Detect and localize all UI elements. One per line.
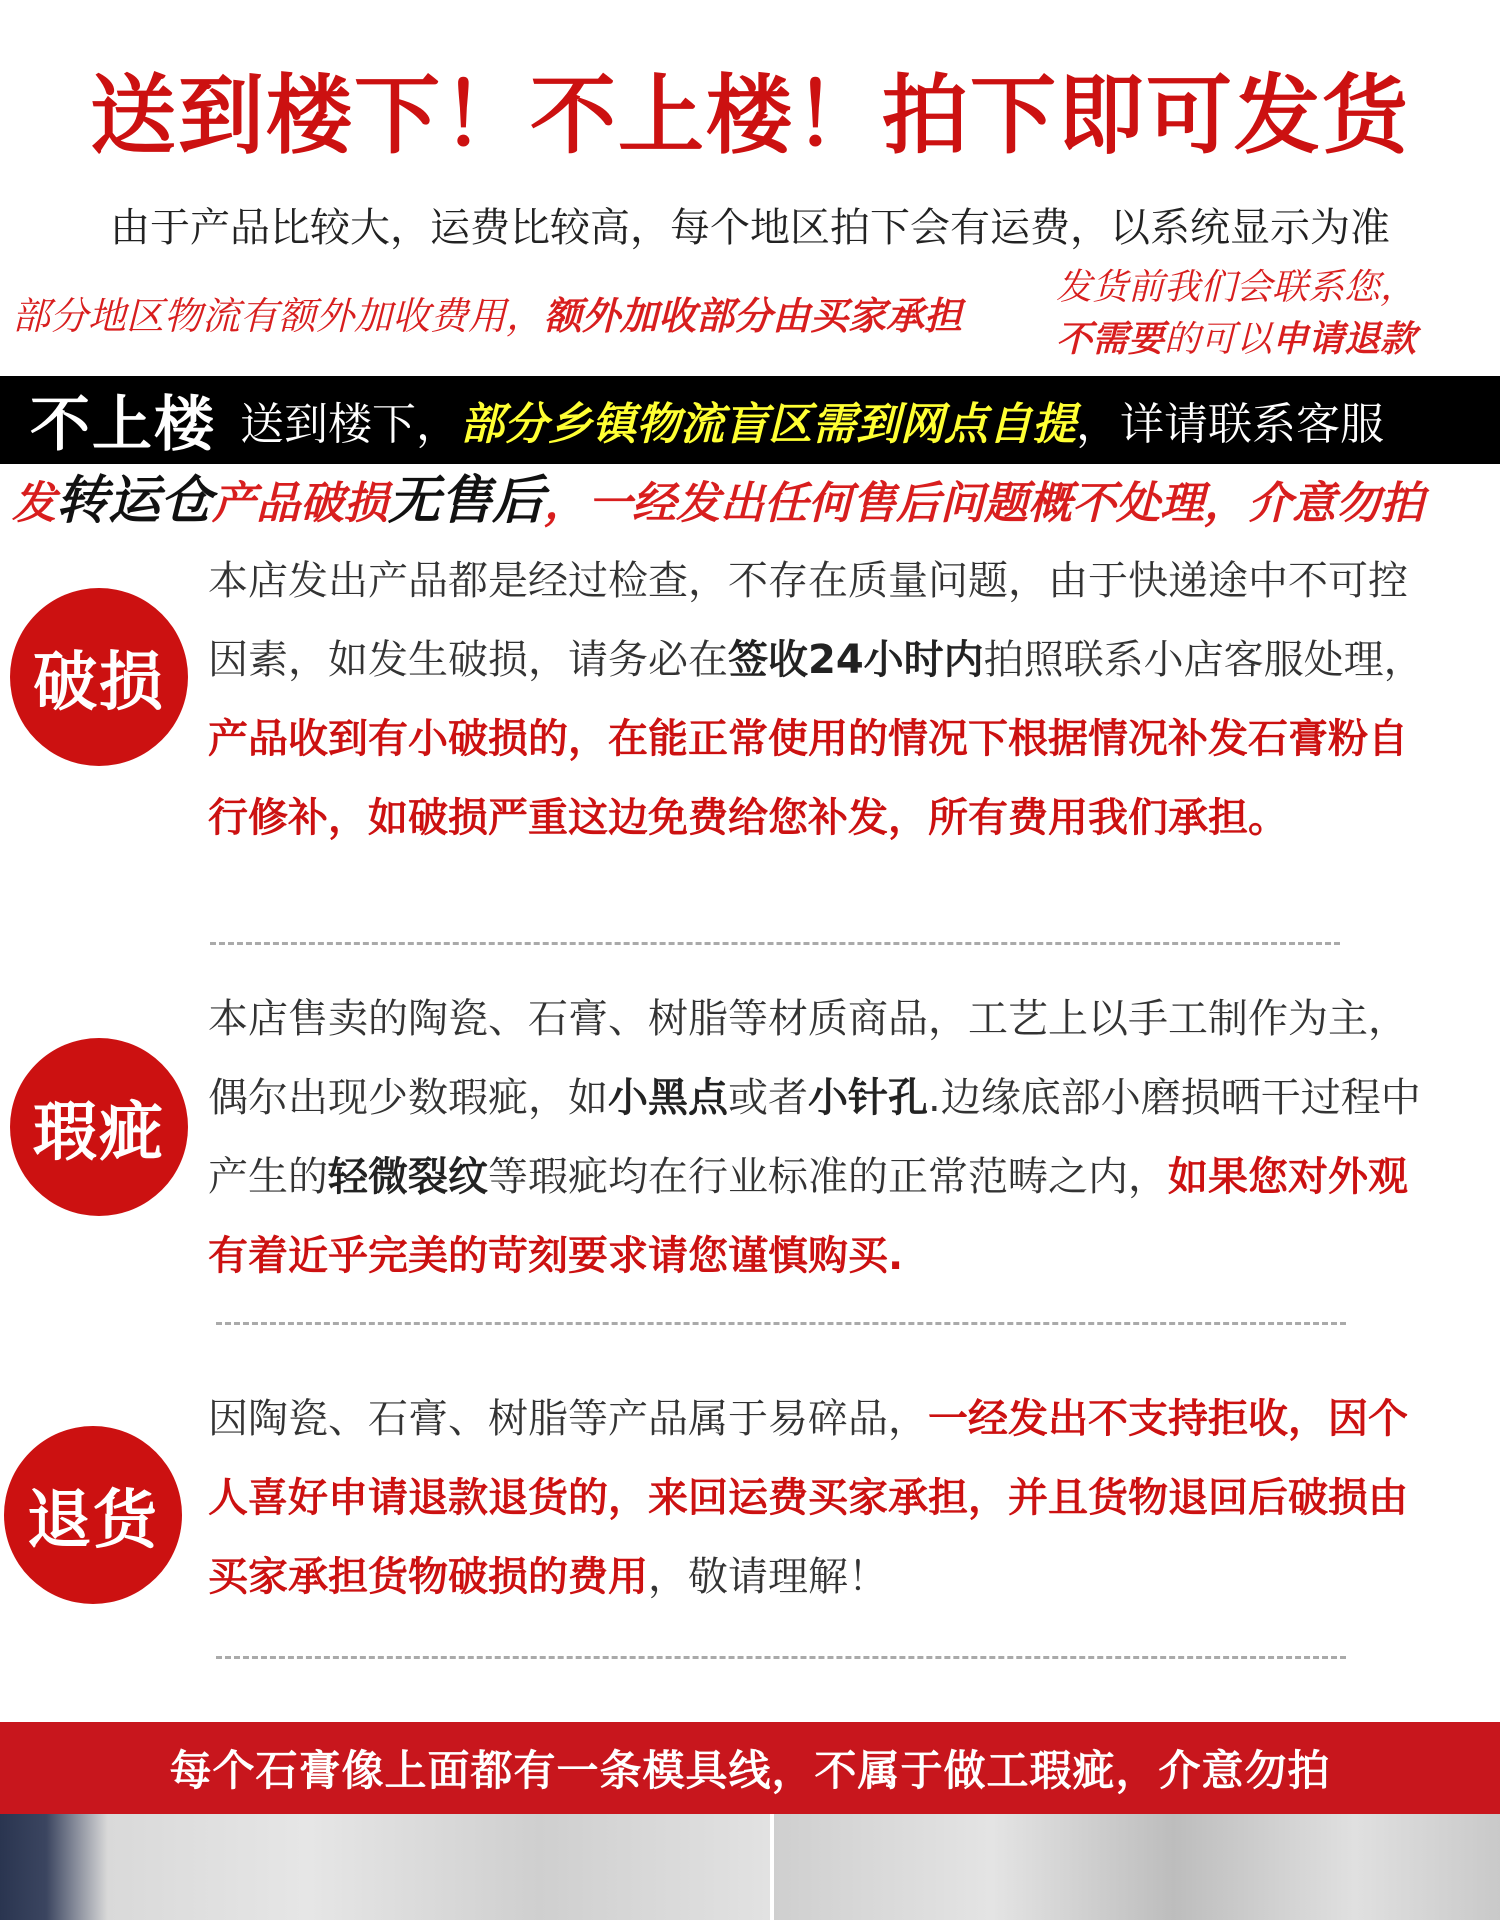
delivery-band-highlight: 部分乡镇物流盲区需到网点自提: [460, 399, 1076, 450]
shipping-fee-note: 由于产品比较大，运费比较高，每个地区拍下会有运费，以系统显示为准: [110, 205, 1390, 251]
flaw-bold-3: 轻微裂纹: [328, 1154, 488, 1200]
contact-note: [1056, 262, 1496, 366]
extra-fee-prefix: 部分地区物流有额外加收费用，: [12, 294, 545, 338]
contact-line-2: [1056, 314, 1496, 366]
contact-mid: 的可以: [1164, 319, 1273, 360]
notice-p2: 产品破损: [212, 478, 389, 529]
flaw-text-2: 或者: [728, 1075, 808, 1121]
delivery-band-big: 不上楼: [30, 390, 216, 460]
return-text-1: 因陶瓷、石膏、树脂等产品属于易碎品，: [208, 1396, 928, 1442]
delivery-band-text2: ，详请联系客服: [1076, 399, 1384, 450]
contact-line-1: 发货前我们会联系您，: [1056, 267, 1417, 308]
flaw-text-1: 本店售卖的陶瓷、石膏、树脂等材质商品，工艺上以手工制作为主，偶尔出现少数瑕疵，如: [208, 996, 1408, 1121]
damage-text-1: 本店发出产品都是经过检查，不存在质量问题，由于快递途中不可控因素，如发生破损，请务必在: [208, 558, 1408, 683]
flaw-bold-1: 小黑点: [608, 1075, 728, 1121]
flaw-text-3: .边缘底部小磨损晒干过程中产生的: [208, 1075, 1421, 1200]
flaw-text-4: 等瑕疵均在行业标准的正常范畴之内，: [488, 1154, 1168, 1200]
notice-k2: 无售后: [388, 471, 545, 531]
badge-damage: 破损: [10, 588, 188, 766]
damage-bold-1: 签收24小时内: [728, 637, 984, 683]
delivery-band-text1: 送到楼下，: [240, 399, 460, 450]
contact-refund: 申请退款: [1272, 319, 1417, 360]
extra-fee-note: [12, 288, 1052, 344]
damage-red-1: 产品收到有小破损的，在能正常使用的情况下根据情况补发石膏粉自行修补，如破损严重这边免费给您补发，所有费用我们承担。: [208, 716, 1408, 841]
product-photo-right: [774, 1814, 1500, 1920]
flaw-paragraph: [208, 980, 1440, 1296]
product-photo-left: [0, 1814, 770, 1920]
flaw-red-1: 如果您对外观有着近乎完美的苛刻要求请您谨慎购买.: [208, 1154, 1408, 1279]
damage-paragraph: [208, 542, 1440, 858]
contact-no-need: 不需要: [1056, 319, 1165, 360]
notice-p1: 发: [12, 478, 56, 529]
divider-1: [210, 942, 1340, 945]
badge-return: 退货: [4, 1426, 182, 1604]
divider-3: [216, 1656, 1346, 1659]
return-red-1: 一经发出不支持拒收，因个人喜好申请退款退货的，来回运费买家承担，并且货物退回后破损由买家承担货物破损的费用: [208, 1396, 1408, 1600]
extra-fee-bold: 额外加收部分由买家承担: [544, 294, 963, 338]
mold-line-notice: 每个石膏像上面都有一条模具线，不属于做工瑕疵，介意勿拍: [0, 1722, 1500, 1814]
delivery-band: [0, 376, 1500, 464]
header-title: 送到楼下！不上楼！拍下即可发货: [90, 65, 1410, 166]
transfer-warehouse-notice: [12, 468, 1500, 534]
divider-2: [216, 1322, 1346, 1325]
notice-k1: 转运仓: [56, 471, 213, 531]
flaw-bold-2: 小针孔: [808, 1075, 928, 1121]
notice-p3: ，一经发出任何售后问题概不处理，介意勿拍: [544, 478, 1425, 529]
badge-flaw: 瑕疵: [10, 1038, 188, 1216]
return-paragraph: [208, 1380, 1440, 1617]
damage-text-2: 拍照联系小店客服处理，: [983, 637, 1424, 683]
return-text-2: ，敬请理解！: [648, 1554, 888, 1600]
